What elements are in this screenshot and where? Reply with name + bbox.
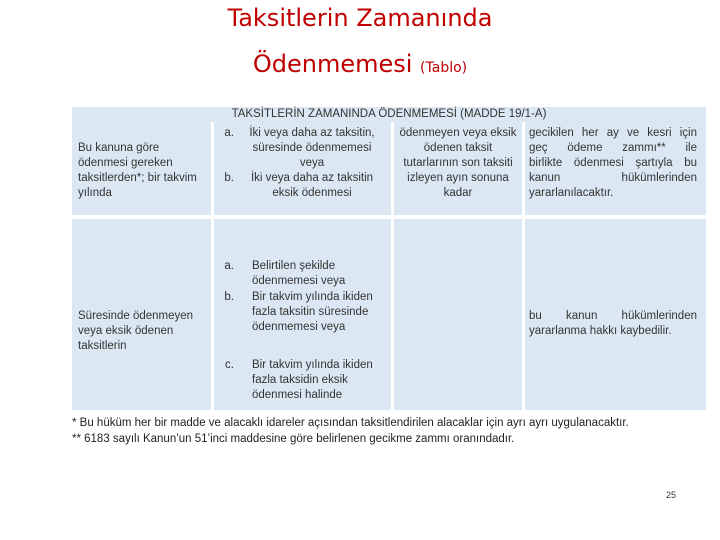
row1-item-a-marker: a. <box>224 127 234 139</box>
row1-result-line1: gecikilen her ay ve kesri için <box>529 127 697 139</box>
column-divider-3 <box>522 122 525 410</box>
column-divider-2 <box>391 122 394 410</box>
row1-item-a-text: İki veya daha az taksitin, süresinde ödenmemesi veya <box>249 127 375 169</box>
row1-result-line5: yararlanılacaktır. <box>529 187 614 199</box>
row1-item-b-marker: b. <box>224 172 234 184</box>
row1-condition: Bu kanuna göre ödenmesi gereken taksitlerden*; bir takvim yılında <box>78 142 197 199</box>
row2-item-a-text: Belirtilen şekilde ödenmemesi veya <box>252 260 346 287</box>
row1-item-b-text: İki veya daha az taksitin eksik ödenmesi <box>250 172 374 199</box>
row1-result-line3: birlikte ödenmesi şartıyla bu <box>529 157 697 169</box>
page-number: 25 <box>666 490 677 500</box>
table-header: TAKSİTLERİN ZAMANINDA ÖDENMEMESİ (MADDE 19/1-A) <box>231 108 547 120</box>
row2-item-b-text: Bir takvim yılında ikiden fazla taksitin süresinde ödenmemesi veya <box>252 291 373 333</box>
row2-item-c-text: Bir takvim yılında ikiden fazla taksidin eksik ödenmesi halinde <box>252 359 373 401</box>
row1-result-line2: geç ödeme zammı** ile <box>529 142 697 154</box>
row-divider <box>72 215 706 219</box>
slide-title-line1: Taksitlerin Zamanında <box>227 4 493 32</box>
row2-item-b-marker: b. <box>224 291 234 303</box>
row1-result <box>529 126 697 201</box>
slide-title-line2 <box>0 50 720 78</box>
row2-result-line1: bu kanun hükümlerinden <box>529 310 697 322</box>
installment-table <box>72 107 706 410</box>
row2-item-a-marker: a. <box>224 260 234 272</box>
row2-condition: Süresinde ödenmeyen veya eksik ödenen taksitlerin <box>78 310 194 352</box>
slide-title-suffix: (Tablo) <box>420 60 468 76</box>
row2-result-line2: yararlanma hakkı kaybedilir. <box>529 325 672 337</box>
row1-payment-deadline: ödenmeyen veya eksik ödenen taksit tutarlarının son taksiti izleyen ayın sonuna kadar <box>399 127 517 199</box>
row2-result <box>529 309 697 339</box>
footnote-2: ** 6183 sayılı Kanun’un 51’inci maddesine göre belirlenen gecikme zammı oranındadır. <box>72 433 515 445</box>
row2-item-c-marker: c. <box>225 359 234 371</box>
slide-title-main: Ödenmemesi <box>252 50 413 78</box>
column-divider-1 <box>211 122 214 410</box>
footnote-1: * Bu hüküm her bir madde ve alacaklı idareler açısından taksitlendirilen alacaklar için ayrı ayrı uygulanacaktır. <box>72 417 629 429</box>
row1-result-line4: kanun hükümlerinden <box>529 172 697 184</box>
